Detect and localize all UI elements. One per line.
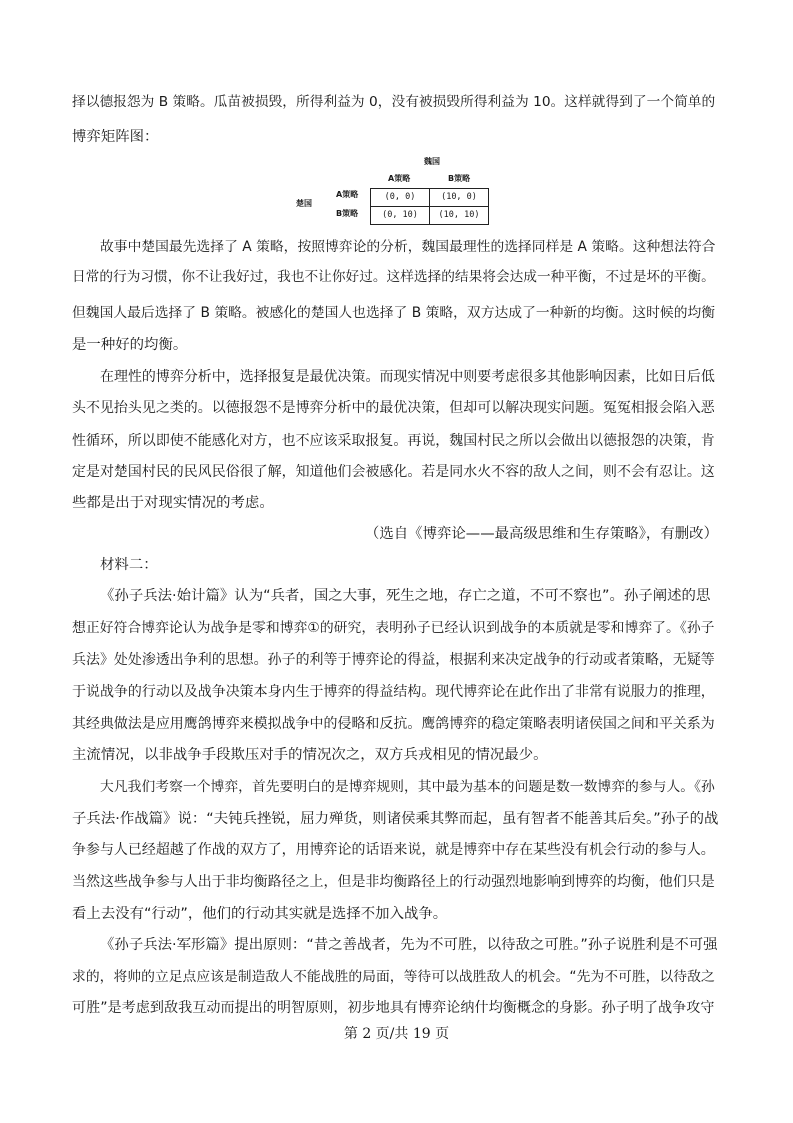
text-line: 其经典做法是应用鹰鸽博弈来模拟战争中的侵略和反抗。鹰鸽博弈的稳定策略表明诸侯国之间和平关系为 bbox=[72, 716, 715, 732]
text-line: 些都是出于对现实情况的考虑。 bbox=[72, 495, 274, 511]
text-line: 性循环，所以即使不能感化对方，也不应该采取报复。再说，魏国村民之所以会做出以德报怨的决策，肯 bbox=[72, 433, 715, 449]
matrix-top-player: 魏国 bbox=[424, 157, 440, 166]
text-line: 择以德报怨为 B 策略。瓜苗被损毁，所得利益为 0，没有被损毁所得利益为 10。这样就得到了一个简单的 bbox=[72, 94, 716, 110]
matrix-cell: (0, 10) bbox=[371, 207, 430, 225]
matrix-cell: (0, 0) bbox=[371, 189, 430, 207]
text-line: 主流情况，以非战争手段欺压对手的情况次之，双方兵戎相见的情况最少。 bbox=[72, 747, 548, 763]
matrix-cell: (10, 0) bbox=[430, 189, 489, 207]
text-line: 是一种好的均衡。 bbox=[72, 337, 188, 353]
matrix-left-player: 楚国 bbox=[296, 199, 312, 208]
source-citation: （选自《博弈论——最高级思维和生存策略》，有删改） bbox=[364, 526, 718, 542]
text-line: 求的，将帅的立足点应该是制造敌人不能战胜的局面，等待可以战胜敌人的机会。“先为不可胜，以待敌之 bbox=[72, 969, 715, 985]
text-line: 定是对楚国村民的民风民俗很了解，知道他们会被感化。若是同水火不容的敌人之间，则不会有忍让。这 bbox=[72, 464, 715, 480]
text-line: 争参与人已经超越了作战的双方了，用博弈论的话语来说，就是博弈中存在某些没有机会行动的参与人。 bbox=[72, 842, 715, 858]
game-matrix bbox=[296, 154, 508, 234]
text-line: 头不见抬头见之类的。以德报怨不是博弈分析中的最优决策，但却可以解决现实问题。冤冤相报会陷入恶 bbox=[72, 400, 715, 416]
matrix-row-header: A策略 bbox=[336, 190, 359, 199]
matrix-cell: (10, 10) bbox=[430, 207, 489, 225]
text-line: 大凡我们考察一个博弈，首先要明白的是博弈规则，其中最为基本的问题是数一数博弈的参与人。《孙 bbox=[100, 779, 715, 795]
text-line: 《孙子兵法·军形篇》提出原则：“昔之善战者，先为不可胜，以待敌之可胜。”孙子说胜利是不可强 bbox=[100, 937, 718, 953]
text-line: 但魏国人最后选择了 B 策略。被感化的楚国人也选择了 B 策略，双方达成了一种新的均衡。这时候的均衡 bbox=[72, 305, 716, 321]
text-line: 当然这些战争参与人出于非均衡路径之上，但是非均衡路径上的行动强烈地影响到博弈的均衡，他们只是 bbox=[72, 874, 715, 890]
page-number: 第 2 页/共 19 页 bbox=[343, 1026, 450, 1042]
matrix-row bbox=[371, 189, 489, 207]
text-line: 《孙子兵法·始计篇》认为“兵者，国之大事，死生之地，存亡之道，不可不察也”。孙子阐述的思 bbox=[100, 588, 711, 604]
text-line: 子兵法·作战篇》说：“夫钝兵挫锐，屈力殚货，则诸侯乘其弊而起，虽有智者不能善其后矣。”孙子的战 bbox=[72, 811, 719, 827]
text-line: 可胜”是考虑到敌我互动而提出的明智原则，初步地具有博弈论纳什均衡概念的身影。孙子明了战争攻守 bbox=[72, 1000, 715, 1016]
matrix-col-header: B策略 bbox=[448, 174, 471, 183]
section-heading: 材料二： bbox=[100, 557, 158, 573]
text-line: 在理性的博弈分析中，选择报复是最优决策。而现实情况中则要考虑很多其他影响因素，比如日后低 bbox=[100, 369, 715, 385]
matrix-grid bbox=[370, 188, 489, 225]
matrix-row-header: B策略 bbox=[336, 209, 359, 218]
text-line: 博弈矩阵图： bbox=[72, 129, 159, 145]
text-line: 日常的行为习惯，你不让我好过，我也不让你好过。这样选择的结果将会达成一种平衡，不过是坏的平衡。 bbox=[72, 269, 715, 285]
text-line: 看上去没有“行动”，他们的行动其实就是选择不加入战争。 bbox=[72, 906, 448, 922]
matrix-col-header: A策略 bbox=[388, 174, 411, 183]
text-line: 于说战争的行动以及战争决策本身内生于博弈的得益结构。现代博弈论在此作出了非常有说服力的推理， bbox=[72, 684, 715, 700]
text-line: 兵法》处处渗透出争利的思想。孙子的利等于博弈论的得益，根据利来决定战争的行动或者策略，无疑等 bbox=[72, 652, 715, 668]
matrix-row bbox=[371, 207, 489, 225]
text-line: 故事中楚国最先选择了 A 策略，按照博弈论的分析，魏国最理性的选择同样是 A 策略。这种想法符合 bbox=[100, 239, 716, 255]
text-line: 想正好符合博弈论认为战争是零和博弈①的研究，表明孙子已经认识到战争的本质就是零和博弈了。《孙子 bbox=[72, 620, 715, 636]
